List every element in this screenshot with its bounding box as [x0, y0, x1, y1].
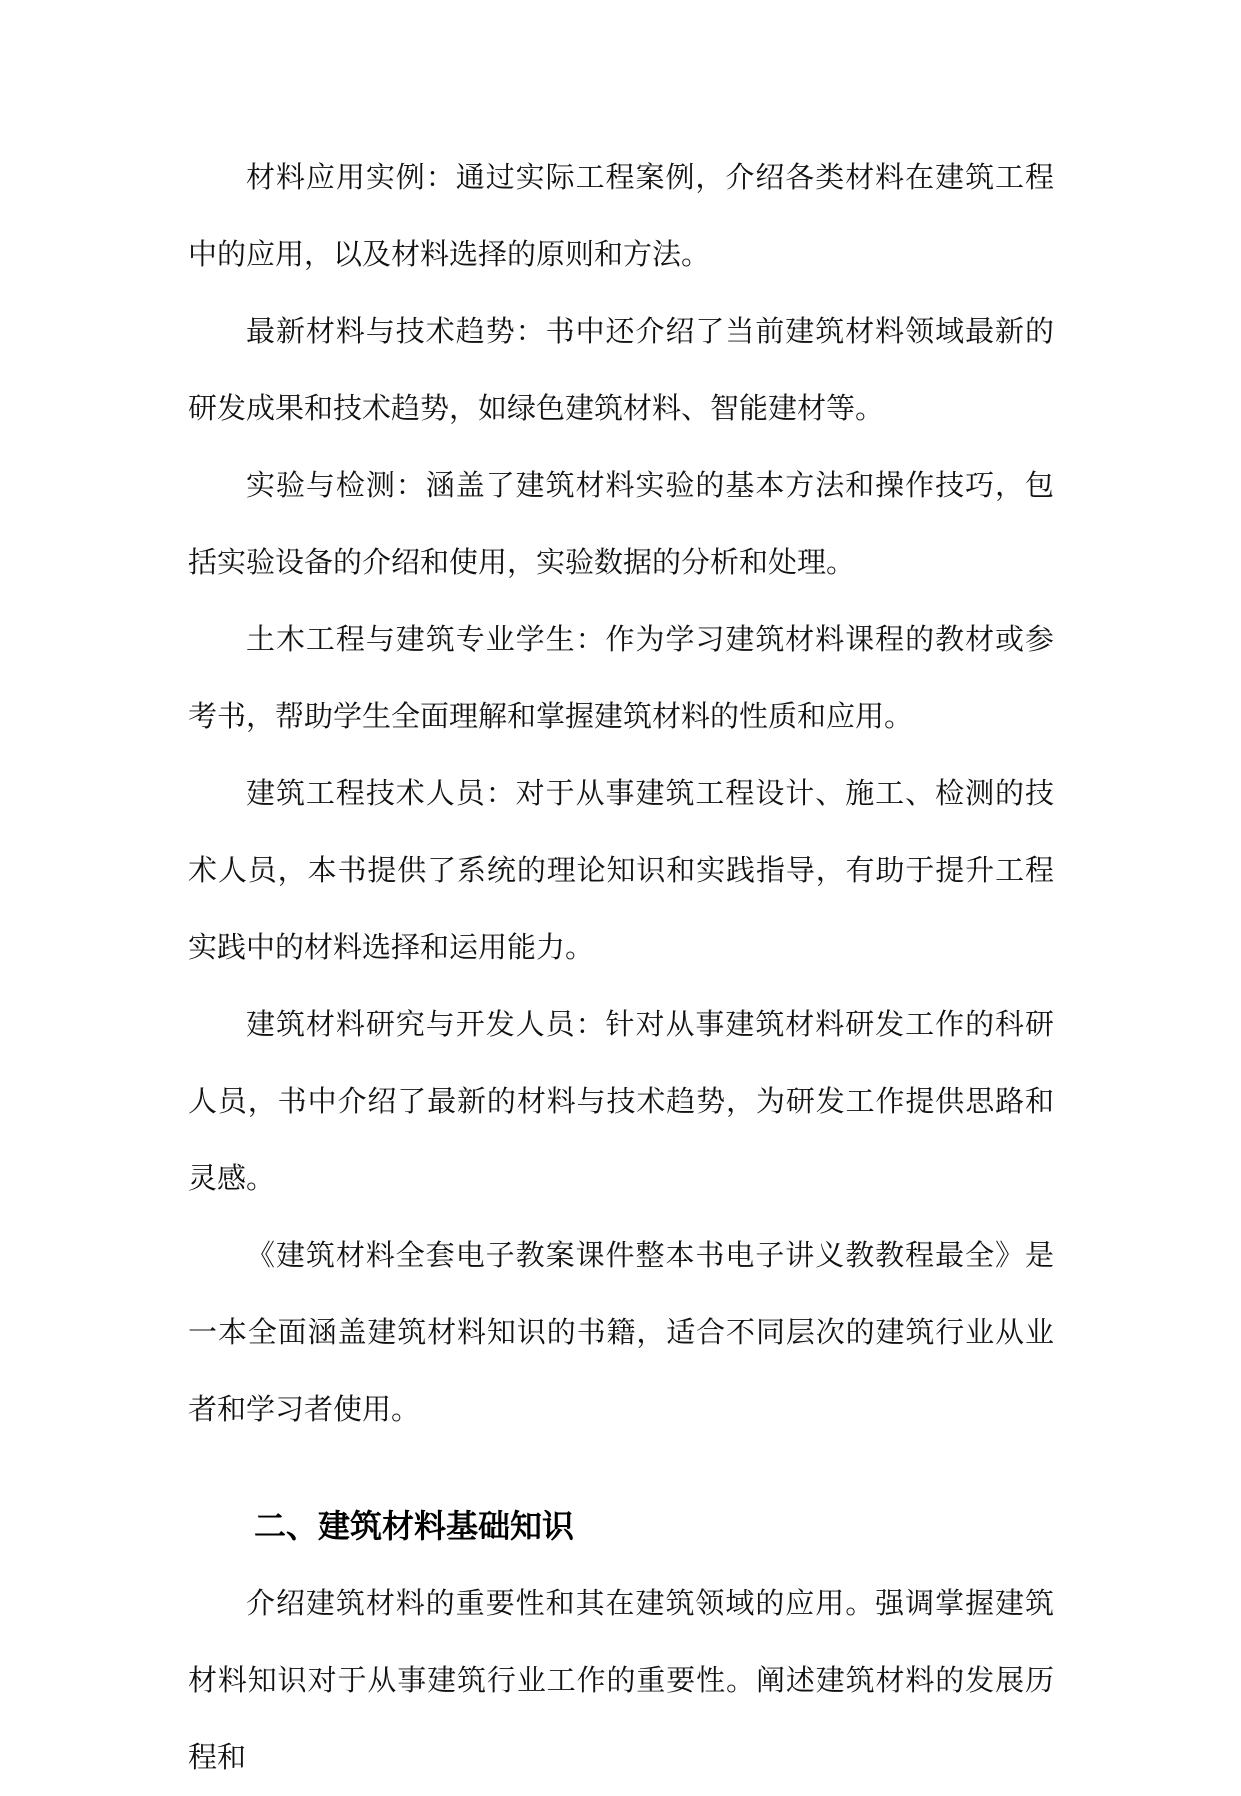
paragraph-latest-trends: 最新材料与技术趋势：书中还介绍了当前建筑材料领域最新的研发成果和技术趋势，如绿色建筑材料、智能建材等。 — [188, 314, 1054, 425]
section-heading: 二、建筑材料基础知识 — [254, 1507, 575, 1545]
paragraph-students: 土木工程与建筑专业学生：作为学习建筑材料课程的教材或参考书，帮助学生全面理解和掌握建筑材料的性质和应用。 — [188, 622, 1054, 733]
paragraph-engineers: 建筑工程技术人员：对于从事建筑工程设计、施工、检测的技术人员，本书提供了系统的理论知识和实践指导，有助于提升工程实践中的材料选择和运用能力。 — [188, 776, 1054, 964]
paragraph-material-examples: 材料应用实例：通过实际工程案例，介绍各类材料在建筑工程中的应用，以及材料选择的原则和方法。 — [188, 160, 1054, 271]
paragraph-section-intro: 介绍建筑材料的重要性和其在建筑领域的应用。强调掌握建筑材料知识对于从事建筑行业工作的重要性。阐述建筑材料的发展历程和 — [188, 1586, 1054, 1774]
paragraph-experiments: 实验与检测：涵盖了建筑材料实验的基本方法和操作技巧，包括实验设备的介绍和使用，实验数据的分析和处理。 — [188, 468, 1054, 579]
document-body — [188, 139, 1054, 1796]
paragraph-book-summary: 《建筑材料全套电子教案课件整本书电子讲义教教程最全》是一本全面涵盖建筑材料知识的书籍，适合不同层次的建筑行业从业者和学习者使用。 — [188, 1238, 1054, 1426]
paragraph-researchers: 建筑材料研究与开发人员：针对从事建筑材料研发工作的科研人员，书中介绍了最新的材料与技术趋势，为研发工作提供思路和灵感。 — [188, 1007, 1054, 1195]
